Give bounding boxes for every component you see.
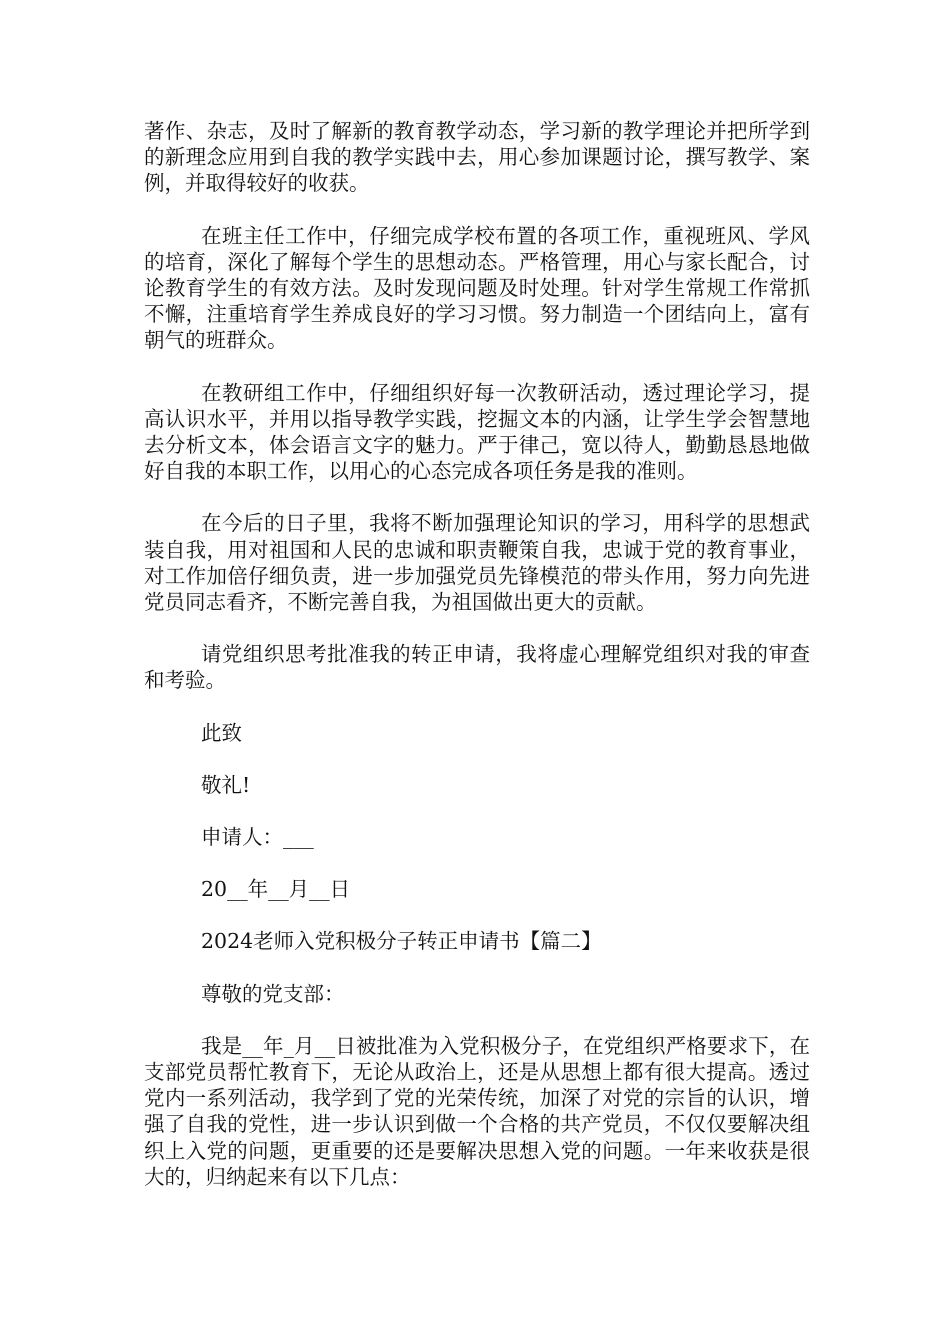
paragraph-request: 请党组织思考批准我的转正申请，我将虚心理解党组织对我的审查和考验。 — [144, 642, 810, 693]
document-page — [144, 118, 810, 1216]
section-title: 2024老师入党积极分子转正申请书【篇二】 — [201, 929, 602, 954]
salute-line: 敬礼! — [201, 772, 251, 797]
date-line: 20__年__月__日 — [201, 877, 351, 902]
applicant-line: 申请人：___ — [201, 825, 314, 850]
paragraph-future-plans: 在今后的日子里，我将不断加强理论知识的学习，用科学的思想武装自我，用对祖国和人民的忠诚和职责鞭策自我，忠诚于党的教育事业，对工作加倍仔细负责，进一步加强党员先锋模范的带头作用，努力向先进党员同志看齐，不断完善自我，为祖国做出更大的贡献。 — [144, 511, 810, 615]
paragraph-teaching-research: 在教研组工作中，仔细组织好每一次教研活动，透过理论学习，提高认识水平，并用以指导教学实践，挖掘文本的内涵，让学生学会智慧地去分析文本，体会语言文字的魅力。严于律己，宽以待人，勤勤恳恳地做好自我的本职工作，以用心的心态完成各项任务是我的准则。 — [144, 380, 810, 484]
paragraph-class-teacher-work: 在班主任工作中，仔细完成学校布置的各项工作，重视班风、学风的培育，深化了解每个学生的思想动态。严格管理，用心与家长配合，讨论教育学生的有效方法。及时发现问题及时处理。针对学生常规工作常抓不懈，注重培育学生养成良好的学习习惯。努力制造一个团结向上，富有朝气的班群众。 — [144, 223, 810, 353]
paragraph-body-two: 我是__年_月__日被批准为入党积极分子，在党组织严格要求下，在支部党员帮忙教育下，无论从政治上，还是从思想上都有很大提高。透过党内一系列活动，我学到了党的光荣传统，加深了对党的宗旨的认识，增强了自我的党性，进一步认识到做一个合格的共产党员，不仅仅要解决组织上入党的问题，更重要的还是要解决思想入党的问题。一年来收获是很大的，归纳起来有以下几点： — [144, 1033, 810, 1189]
closing-line: 此致 — [201, 720, 242, 745]
greeting-line: 尊敬的党支部： — [201, 981, 345, 1006]
paragraph-continuation: 著作、杂志，及时了解新的教育教学动态，学习新的教学理论并把所学到的新理念应用到自我的教学实践中去，用心参加课题讨论，撰写教学、案例，并取得较好的收获。 — [144, 119, 810, 196]
